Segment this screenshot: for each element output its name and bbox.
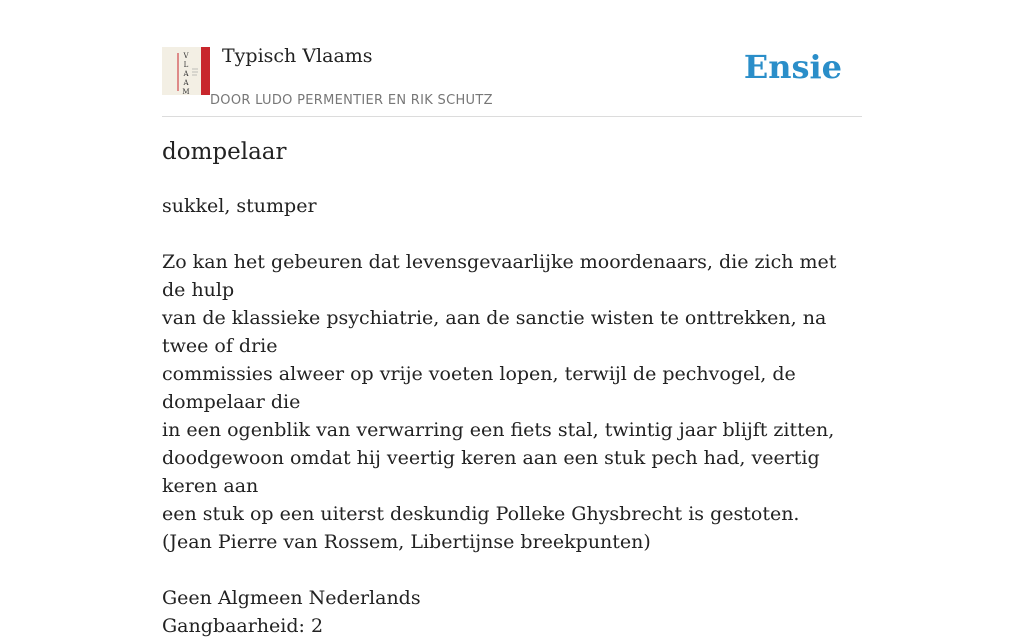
example-line: doodgewoon omdat hij veertig keren aan een stuk pech had, veertig keren aan: [162, 447, 820, 497]
book-title[interactable]: Typisch Vlaams: [222, 45, 373, 67]
svg-text:V: V: [183, 52, 189, 60]
spacer: [162, 556, 862, 584]
entry-title: dompelaar: [162, 139, 287, 165]
entry-content: [162, 192, 862, 640]
svg-text:L: L: [183, 61, 189, 69]
header: [162, 0, 862, 117]
svg-text:M: M: [182, 88, 190, 96]
authors-line: DOOR LUDO PERMENTIER EN RIK SCHUTZ: [210, 93, 493, 108]
source-citation: (Jean Pierre van Rossem, Libertijnse breekpunten): [162, 531, 651, 553]
example-line: een stuk op een uiterst deskundig Polleke Ghysbrecht is gestoten.: [162, 503, 800, 525]
spacer: [162, 220, 862, 248]
book-cover-graphic: [162, 47, 210, 95]
book-cover-icon[interactable]: [162, 47, 210, 95]
definition-text: sukkel, stumper: [162, 195, 317, 217]
example-line: Zo kan het gebeuren dat levensgevaarlijke moordenaars, die zich met de hulp: [162, 251, 837, 301]
example-line: in een ogenblik van verwarring een fiets stal, twintig jaar blijft zitten,: [162, 419, 835, 441]
svg-text:A: A: [183, 79, 189, 87]
svg-text:A: A: [183, 70, 189, 78]
example-line: van de klassieke psychiatrie, aan de sanctie wisten te onttrekken, na twee of drie: [162, 307, 827, 357]
usage-frequency: Gangbaarheid: 2: [162, 615, 324, 637]
article-container: [162, 0, 862, 637]
usage-note: Geen Algmeen Nederlands: [162, 587, 421, 609]
brand-logo[interactable]: Ensie: [743, 48, 842, 86]
example-line: commissies alweer op vrije voeten lopen, terwijl de pechvogel, de dompelaar die: [162, 363, 796, 413]
